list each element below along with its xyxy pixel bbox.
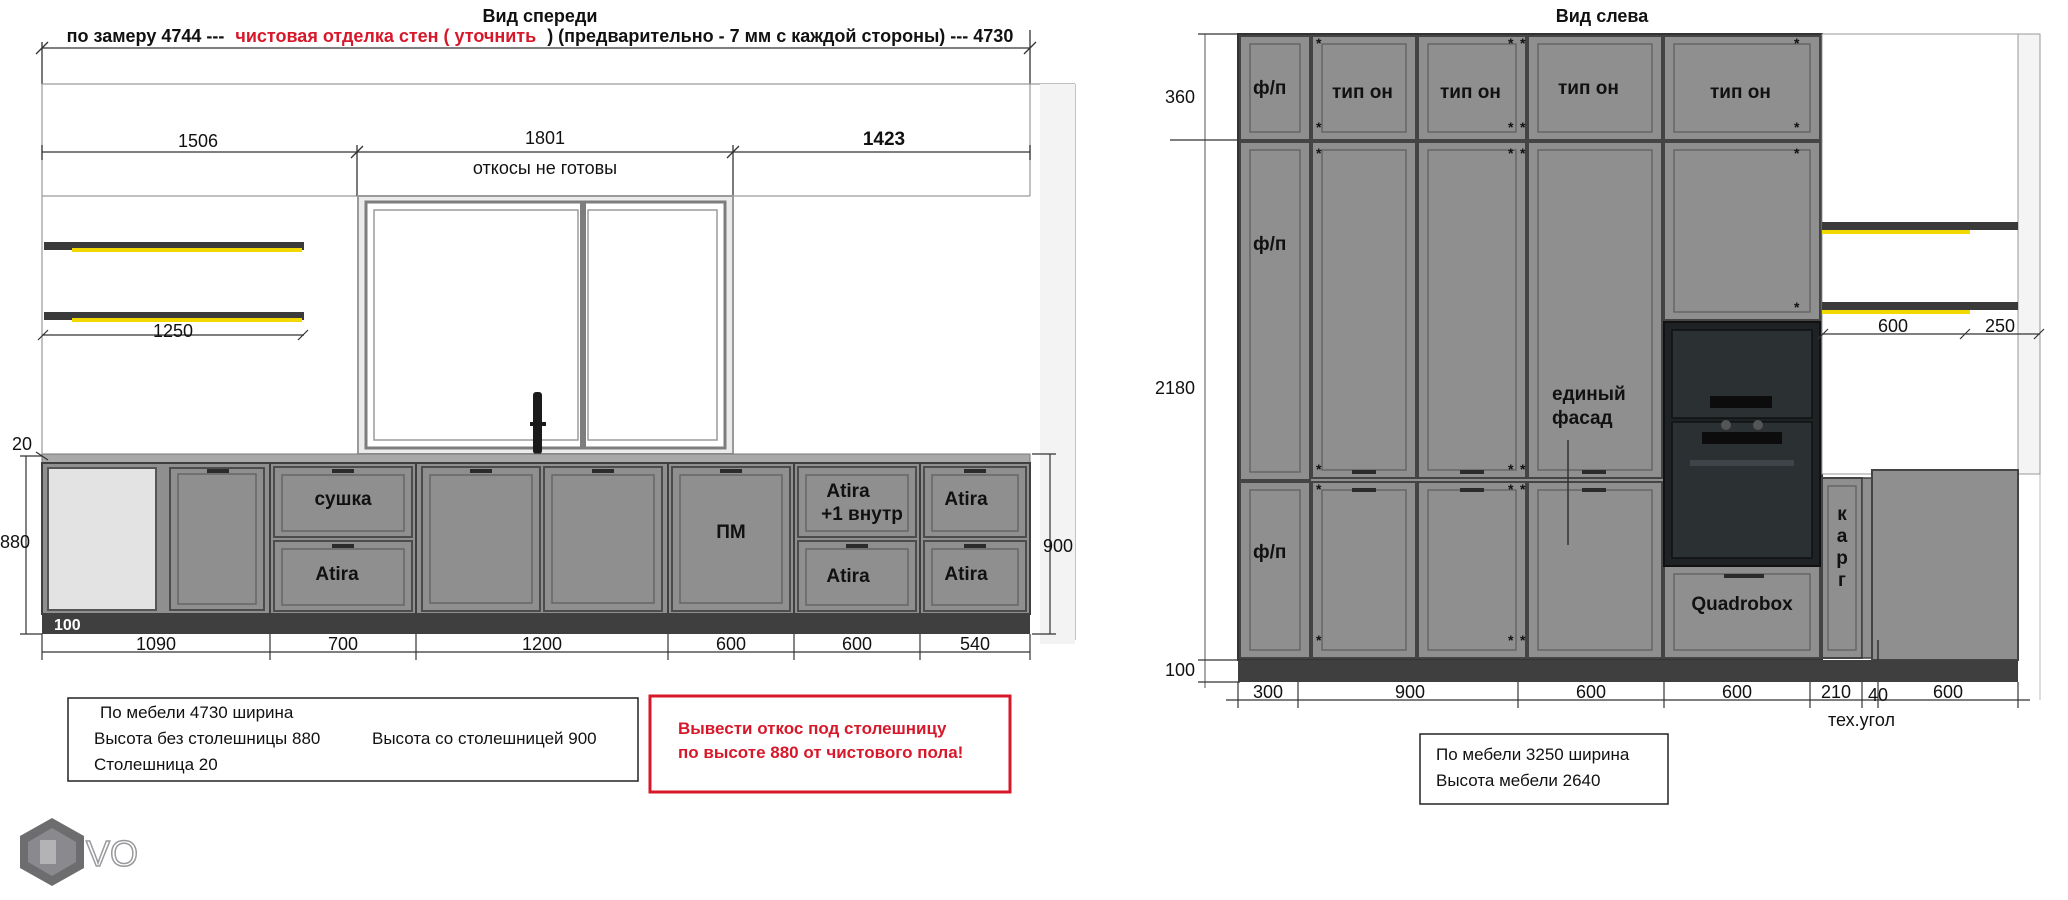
svg-text:*: * xyxy=(1316,145,1322,161)
shelf-dim-600: 600 xyxy=(1877,316,1909,336)
label-atira-540-top: Atira xyxy=(944,489,988,510)
upper-shelf xyxy=(44,242,304,252)
shelf-dim-250: 250 xyxy=(1984,316,2016,336)
column-single-facade xyxy=(1528,36,1662,658)
svg-text:*: * xyxy=(1794,145,1800,161)
svg-text:*: * xyxy=(1520,35,1526,51)
left-view xyxy=(1155,6,2044,804)
plinth-label: 100 xyxy=(54,617,81,634)
label-sushka: сушка xyxy=(314,489,372,510)
svg-text:*: * xyxy=(1508,145,1514,161)
front-subtitle-red: чистовая отделка стен ( уточнить xyxy=(235,26,537,46)
warning-line1: Вывести откос под столешницу xyxy=(678,719,947,738)
label-fp-middle: ф/п xyxy=(1253,234,1287,255)
countertop xyxy=(42,454,1030,463)
front-info-box xyxy=(68,698,638,781)
bottom-dim-1200: 1200 xyxy=(521,634,563,654)
label-atira-plus-2: +1 внутр xyxy=(821,504,903,525)
base-cabinets xyxy=(42,463,1030,634)
label-fp-bottom: ф/п xyxy=(1253,542,1287,563)
front-info-line3: Столешница 20 xyxy=(94,755,218,774)
window-note: откосы не готовы xyxy=(472,158,618,178)
front-info-line1: По мебели 4730 ширина xyxy=(100,703,294,722)
label-pm: ПМ xyxy=(716,522,746,543)
front-view xyxy=(0,6,1075,792)
front-subtitle-part1: по замеру 4744 --- xyxy=(66,26,225,46)
label-atira-540-bottom: Atira xyxy=(944,564,988,585)
label-type-on-2: тип он xyxy=(1440,82,1501,103)
front-info-line2b: Высота со столешницей 900 xyxy=(372,729,597,748)
bottom-dim-600b: 600 xyxy=(841,634,873,654)
left-bottom-dim-900: 900 xyxy=(1394,682,1426,702)
corner-label: тех.угол xyxy=(1828,710,1895,730)
front-info-line2a: Высота без столешницы 880 xyxy=(94,729,321,748)
label-atira-600: Atira xyxy=(826,566,870,587)
label-karg-2: а xyxy=(1836,526,1848,547)
bottom-dim-540: 540 xyxy=(959,634,991,654)
svg-text:*: * xyxy=(1520,481,1526,497)
svg-text:*: * xyxy=(1794,119,1800,135)
bottom-dim-700: 700 xyxy=(327,634,359,654)
left-bottom-dim-300: 300 xyxy=(1252,682,1284,702)
upper-dim-1506: 1506 xyxy=(177,131,219,151)
left-bottom-dim-600b: 600 xyxy=(1721,682,1753,702)
svg-text:*: * xyxy=(1508,35,1514,51)
svg-text:*: * xyxy=(1316,35,1322,51)
svg-text:*: * xyxy=(1316,119,1322,135)
bottom-dim-600a: 600 xyxy=(715,634,747,654)
logo-text: VO xyxy=(86,833,139,874)
svg-text:*: * xyxy=(1508,632,1514,648)
upper-dim-1801: 1801 xyxy=(524,128,566,148)
height-2180: 2180 xyxy=(1155,378,1196,398)
label-karg-4: г xyxy=(1838,570,1846,591)
svg-text:*: * xyxy=(1508,119,1514,135)
svg-text:*: * xyxy=(1794,35,1800,51)
svg-text:*: * xyxy=(1520,145,1526,161)
label-single-facade-1: единый xyxy=(1552,384,1626,405)
left-bottom-dim-600c: 600 xyxy=(1932,682,1964,702)
svg-text:*: * xyxy=(1520,119,1526,135)
left-bottom-dimension-row xyxy=(1226,682,2030,708)
svg-text:*: * xyxy=(1520,461,1526,477)
label-type-on-1: тип он xyxy=(1332,82,1393,103)
window xyxy=(358,196,733,454)
svg-text:*: * xyxy=(1520,632,1526,648)
front-subtitle-part2: ) (предварительно - 7 мм с каждой стороны) --- 4730 xyxy=(547,26,1014,46)
left-view-plinth xyxy=(1238,660,2018,682)
label-fp-top: ф/п xyxy=(1253,78,1287,99)
label-atira-plus-1: Atira xyxy=(826,481,870,502)
label-atira-700: Atira xyxy=(315,564,359,585)
height-900: 900 xyxy=(1043,536,1074,556)
left-bottom-dim-210: 210 xyxy=(1820,682,1852,702)
svg-text:*: * xyxy=(1794,299,1800,315)
upper-dim-1423: 1423 xyxy=(862,129,906,150)
label-single-facade-2: фасад xyxy=(1552,408,1613,429)
label-type-on-3: тип он xyxy=(1558,78,1619,99)
evo-logo xyxy=(20,818,138,886)
column-base-600-right xyxy=(1862,470,2018,668)
oven-appliances xyxy=(1664,322,1820,578)
bottom-dim-1090: 1090 xyxy=(135,634,177,654)
glass-door xyxy=(48,468,156,610)
left-view-title: Вид слева xyxy=(1555,6,1649,26)
warning-box xyxy=(650,696,1010,792)
label-type-on-4: тип он xyxy=(1710,82,1771,103)
left-bottom-dim-600a: 600 xyxy=(1575,682,1607,702)
label-quadrobox: Quadrobox xyxy=(1691,594,1793,615)
left-small-dim: 20 xyxy=(12,434,33,454)
height-360: 360 xyxy=(1165,87,1196,107)
shelf-dim-1250: 1250 xyxy=(152,321,194,341)
left-info-box xyxy=(1420,734,1668,804)
left-info-line1: По мебели 3250 ширина xyxy=(1436,745,1630,764)
svg-text:*: * xyxy=(1508,461,1514,477)
warning-line2: по высоте 880 от чистового пола! xyxy=(678,743,964,762)
plinth xyxy=(42,614,1030,634)
front-view-title: Вид спереди xyxy=(482,6,598,26)
height-100: 100 xyxy=(1165,660,1196,680)
column-fp xyxy=(1240,36,1310,658)
svg-text:*: * xyxy=(1316,481,1322,497)
left-info-line2: Высота мебели 2640 xyxy=(1436,771,1601,790)
svg-text:*: * xyxy=(1508,481,1514,497)
front-view-subtitle xyxy=(67,26,1014,46)
svg-text:*: * xyxy=(1316,461,1322,477)
left-bottom-dim-40: 40 xyxy=(1867,685,1889,705)
height-880: 880 xyxy=(0,532,31,552)
label-karg-3: р xyxy=(1836,548,1848,569)
column-type-on-a xyxy=(1312,36,1416,658)
label-karg-1: к xyxy=(1837,504,1847,525)
svg-text:*: * xyxy=(1316,632,1322,648)
